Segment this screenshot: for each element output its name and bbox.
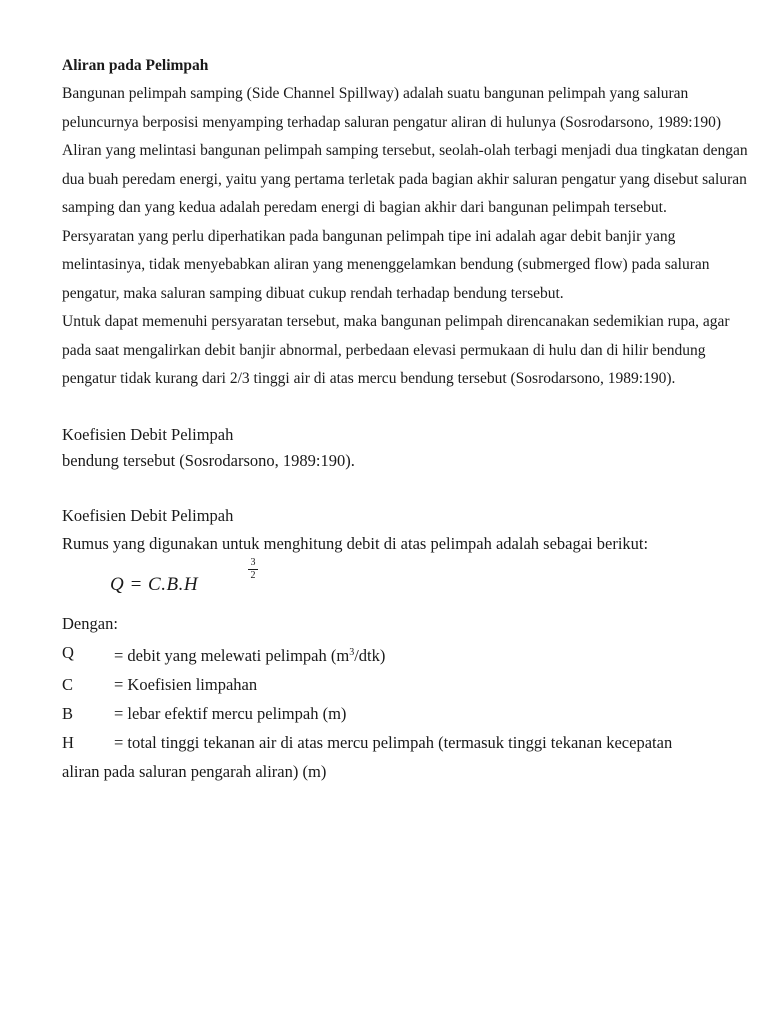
definition-list (62, 638, 752, 786)
exponent-denominator: 2 (250, 569, 256, 581)
paragraph: Aliran yang melintasi bangunan pelimpah samping tersebut, seolah-olah terbagi menjadi dua tingkatan dengan dua buah peredam energi, yaitu yang pertama terletak pada bagian akhir saluran pengatur yang disebut saluran samping dan yang kedua adalah peredam energi di bagian akhir dari bangunan pelimpah tersebut. (62, 142, 748, 216)
definition-symbol: B (62, 703, 74, 723)
exponent-numerator: 3 (250, 556, 256, 568)
definition-text: = Koefisien limpahan (114, 674, 258, 694)
definition-row (62, 670, 752, 699)
spacer (62, 394, 752, 422)
definition-continuation: aliran pada saluran pengarah aliran) (m) (62, 761, 327, 781)
paragraph: Untuk dapat memenuhi persyaratan tersebut, maka bangunan pelimpah direncanakan sedemikian rupa, agar pada saat mengalirkan debit banjir abnormal, perbedaan elevasi permukaan di hulu dan di hilir bendung pengatur tidak kurang dari 2/3 tinggi air di atas mercu bendung tersebut (Sosrodarsono, 1989:190). (62, 313, 730, 387)
spacer (62, 474, 752, 502)
paragraph: bendung tersebut (Sosrodarsono, 1989:190). (62, 450, 355, 470)
definition-row (62, 699, 752, 728)
definition-symbol: H (62, 732, 74, 752)
section-title: Koefisien Debit Pelimpah (62, 505, 234, 525)
formula-main: Q = C.B.H (110, 573, 199, 595)
definition-row (62, 728, 752, 757)
discharge-formula (110, 556, 752, 610)
formula-intro: Rumus yang digunakan untuk menghitung debit di atas pelimpah adalah sebagai berikut: (62, 533, 649, 553)
paragraph: Bangunan pelimpah samping (Side Channel Spillway) adalah suatu bangunan pelimpah yang saluran peluncurnya berposisi menyamping terhadap saluran pengatur aliran di hulunya (Sosrodarsono, 1989:190) (62, 85, 722, 131)
definition-text: = debit yang melewati pelimpah $(m^3/dtk)$ (114, 645, 386, 665)
section-title: Koefisien Debit Pelimpah (62, 424, 234, 444)
with-label: Dengan: (62, 613, 118, 633)
definition-row (62, 638, 752, 670)
paragraph: Persyaratan yang perlu diperhatikan pada bangunan pelimpah tipe ini adalah agar debit banjir yang melintasinya, tidak menyebabkan aliran yang menenggelamkan bendung (submerged flow) pada saluran pengatur, maka saluran samping dibuat cukup rendah terhadap bendung tersebut. (62, 227, 710, 302)
section-heading: Aliran pada Pelimpah (62, 57, 209, 74)
definition-text: = lebar efektif mercu pelimpah (m) (114, 703, 347, 723)
definition-text: = total tinggi tekanan air di atas mercu pelimpah (termasuk tinggi tekanan kecepatan (114, 732, 673, 752)
definition-symbol: Q (62, 642, 74, 662)
formula-exponent (248, 558, 258, 581)
document-page (62, 56, 752, 786)
definition-symbol: C (62, 674, 74, 694)
